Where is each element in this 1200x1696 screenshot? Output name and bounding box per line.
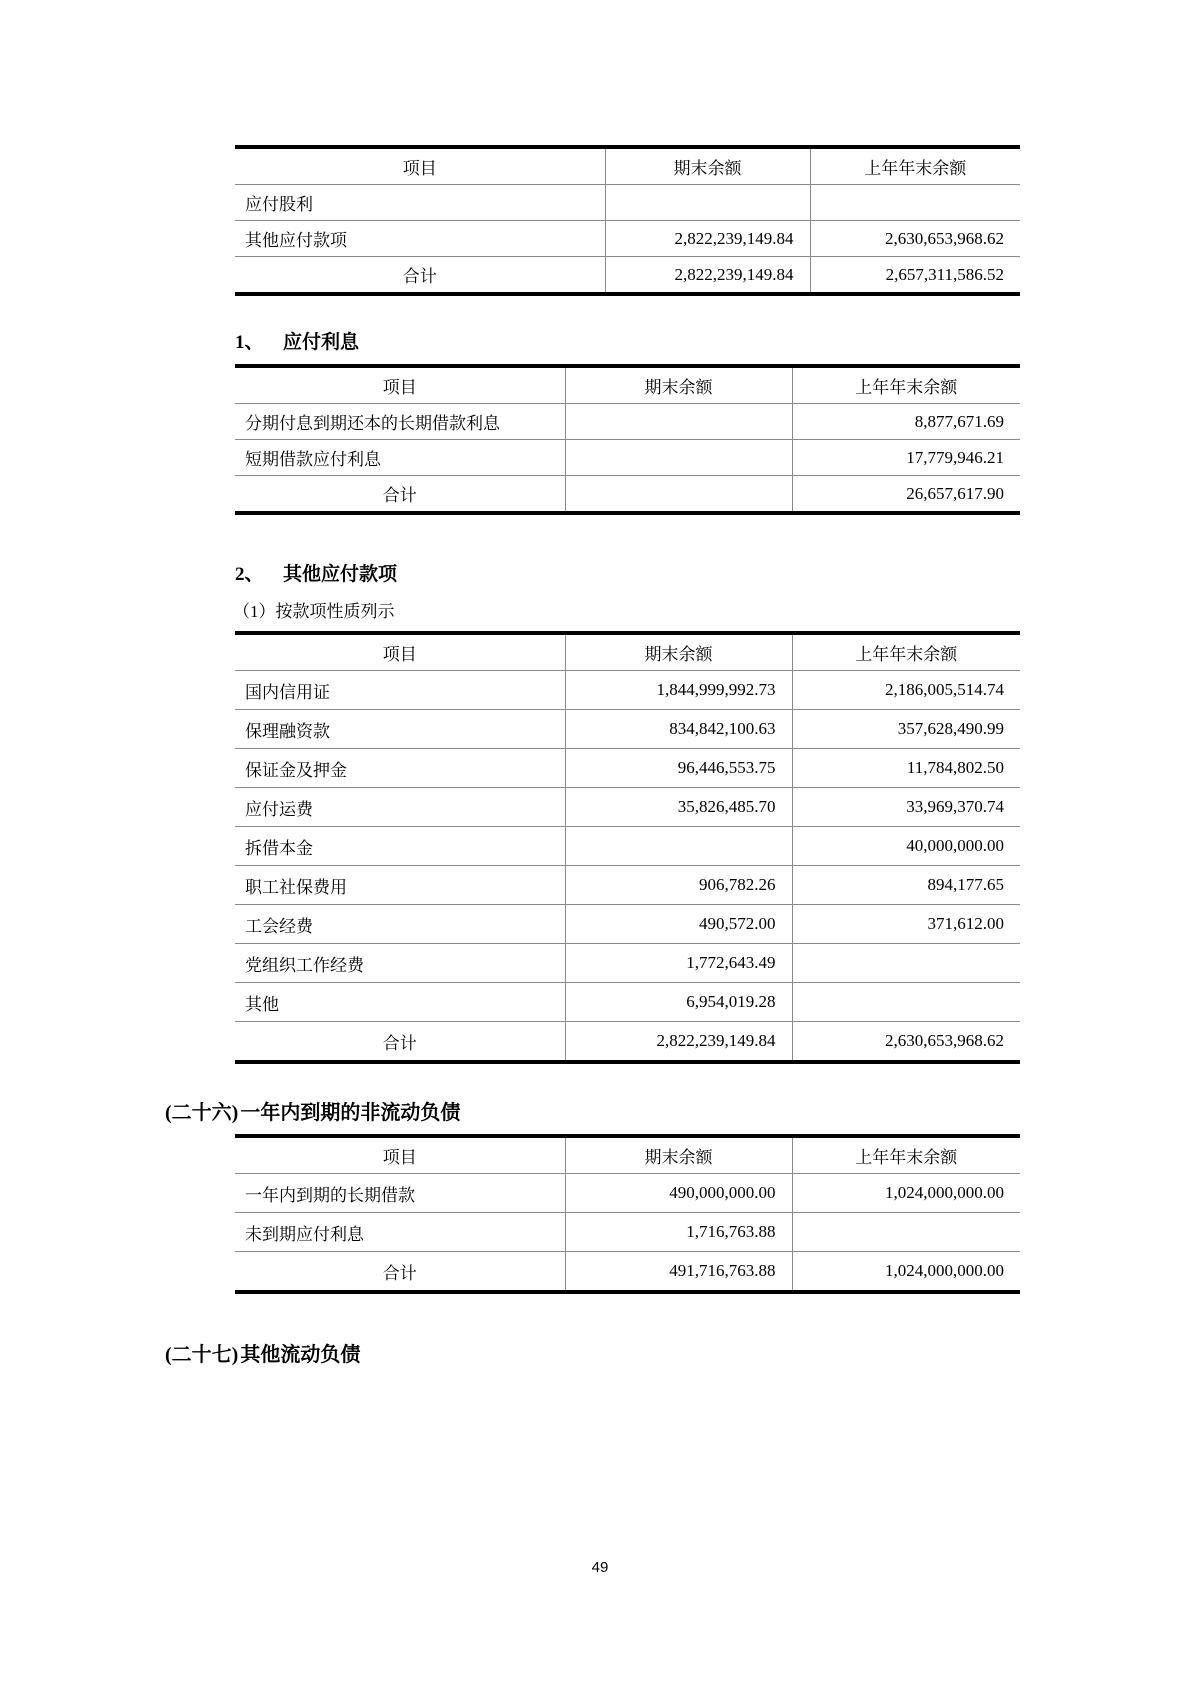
table-row (235, 404, 1020, 440)
section-number: 2、 (235, 564, 264, 585)
table-row (235, 185, 1020, 221)
column-header-prior-balance: 上年年末余额 (792, 1136, 1020, 1174)
row-item-label: 合计 (235, 257, 605, 295)
row-ending-balance: 490,572.00 (565, 905, 792, 944)
table-total-row (235, 257, 1020, 295)
table-row (235, 905, 1020, 944)
section-heading-other-current-liabilities (165, 1341, 1200, 1369)
row-prior-balance: 8,877,671.69 (914, 411, 1004, 431)
column-header-prior-balance: 上年年末余额 (810, 147, 1020, 185)
row-item-label: 工会经费 (235, 905, 565, 944)
row-ending-balance: 1,716,763.88 (565, 1213, 792, 1252)
column-header-item: 项目 (235, 366, 565, 404)
table-row (235, 221, 1020, 257)
row-ending-balance: 2,822,239,149.84 (605, 257, 810, 295)
table-row (235, 827, 1020, 866)
section-title: 其他应付款项 (283, 564, 398, 585)
row-ending-balance: 2,822,239,149.84 (565, 1022, 792, 1063)
row-ending-balance: 1,844,999,992.73 (565, 671, 792, 710)
row-prior-balance (792, 944, 1020, 983)
row-prior-balance: 2,657,311,586.52 (885, 264, 1004, 284)
column-header-prior-balance: 上年年末余额 (792, 366, 1020, 404)
page-number: 49 (591, 1559, 609, 1576)
row-item-label: 分期付息到期还本的长期借款利息 (235, 404, 565, 440)
row-item-label: 保证金及押金 (235, 749, 565, 788)
row-prior-balance: 371,612.00 (927, 914, 1004, 933)
row-item-label: 保理融资款 (235, 710, 565, 749)
row-item-label: 合计 (235, 1252, 565, 1293)
table-row (235, 983, 1020, 1022)
row-prior-balance: 2,630,653,968.62 (885, 1031, 1004, 1050)
payables-summary-table (235, 145, 1020, 296)
section-title: 一年内到期的非流动负债 (240, 1102, 461, 1124)
row-prior-balance: 17,779,946.21 (906, 447, 1004, 467)
column-header-item: 项目 (235, 633, 565, 671)
row-prior-balance: 11,784,802.50 (906, 758, 1004, 777)
row-item-label: 国内信用证 (235, 671, 565, 710)
row-prior-balance: 2,630,653,968.62 (885, 228, 1004, 248)
row-prior-balance: 2,186,005,514.74 (885, 680, 1004, 699)
section-number: (二十七) (165, 1344, 239, 1366)
row-prior-balance: 26,657,617.90 (906, 483, 1004, 503)
row-ending-balance (565, 827, 792, 866)
row-ending-balance (605, 185, 810, 221)
column-header-ending-balance: 期末余额 (565, 633, 792, 671)
row-ending-balance (565, 440, 792, 476)
column-header-prior-balance: 上年年末余额 (792, 633, 1020, 671)
section-heading-interest-payable (235, 330, 1200, 356)
table-row (235, 710, 1020, 749)
row-item-label: 应付股利 (235, 185, 605, 221)
section-number: 1、 (235, 332, 264, 353)
row-prior-balance: 33,969,370.74 (906, 797, 1004, 816)
section-number: (二十六) (165, 1102, 239, 1124)
table-header-row (235, 1136, 1020, 1174)
row-item-label: 其他 (235, 983, 565, 1022)
section-title: 其他流动负债 (240, 1344, 361, 1366)
row-ending-balance (565, 404, 792, 440)
section-title: 应付利息 (283, 332, 360, 353)
row-ending-balance: 96,446,553.75 (565, 749, 792, 788)
column-header-ending-balance: 期末余额 (565, 1136, 792, 1174)
row-item-label: 一年内到期的长期借款 (235, 1174, 565, 1213)
row-prior-balance: 357,628,490.99 (897, 719, 1004, 738)
row-item-label: 短期借款应付利息 (235, 440, 565, 476)
row-item-label: 未到期应付利息 (235, 1213, 565, 1252)
row-ending-balance (565, 476, 792, 514)
noncurrent-due-within-one-year-table (235, 1134, 1020, 1294)
row-ending-balance: 906,782.26 (565, 866, 792, 905)
table-header-row (235, 366, 1020, 404)
row-item-label: 党组织工作经费 (235, 944, 565, 983)
row-prior-balance: 40,000,000.00 (906, 836, 1004, 855)
row-item-label: 应付运费 (235, 788, 565, 827)
row-item-label: 拆借本金 (235, 827, 565, 866)
other-payables-by-nature-table (235, 631, 1020, 1064)
table-row (235, 440, 1020, 476)
table-row (235, 671, 1020, 710)
table-row (235, 788, 1020, 827)
table-row (235, 1213, 1020, 1252)
row-item-label: 其他应付款项 (235, 221, 605, 257)
interest-payable-table (235, 364, 1020, 515)
row-ending-balance: 834,842,100.63 (565, 710, 792, 749)
row-ending-balance: 490,000,000.00 (565, 1174, 792, 1213)
table-row (235, 749, 1020, 788)
row-ending-balance: 6,954,019.28 (565, 983, 792, 1022)
row-prior-balance: 1,024,000,000.00 (885, 1183, 1004, 1202)
row-ending-balance: 491,716,763.88 (565, 1252, 792, 1293)
column-header-ending-balance: 期末余额 (565, 366, 792, 404)
row-prior-balance (792, 983, 1020, 1022)
table-row (235, 1174, 1020, 1213)
row-ending-balance: 35,826,485.70 (565, 788, 792, 827)
row-item-label: 职工社保费用 (235, 866, 565, 905)
row-prior-balance: 1,024,000,000.00 (885, 1261, 1004, 1280)
table-row (235, 866, 1020, 905)
row-item-label: 合计 (235, 1022, 565, 1063)
subsection-heading-by-nature: （1）按款项性质列示 (233, 602, 395, 621)
table-row (235, 944, 1020, 983)
table-header-row (235, 147, 1020, 185)
table-header-row (235, 633, 1020, 671)
table-total-row (235, 1022, 1020, 1063)
row-prior-balance: 894,177.65 (927, 875, 1004, 894)
row-ending-balance: 1,772,643.49 (565, 944, 792, 983)
table-total-row (235, 1252, 1020, 1293)
column-header-item: 项目 (235, 147, 605, 185)
row-prior-balance (792, 1213, 1020, 1252)
row-item-label: 合计 (235, 476, 565, 514)
section-heading-noncurrent-due-within-one-year (165, 1099, 1200, 1127)
column-header-ending-balance: 期末余额 (605, 147, 810, 185)
row-prior-balance (810, 185, 1020, 221)
table-total-row (235, 476, 1020, 514)
column-header-item: 项目 (235, 1136, 565, 1174)
section-heading-other-payables (235, 562, 1200, 588)
row-ending-balance: 2,822,239,149.84 (605, 221, 810, 257)
